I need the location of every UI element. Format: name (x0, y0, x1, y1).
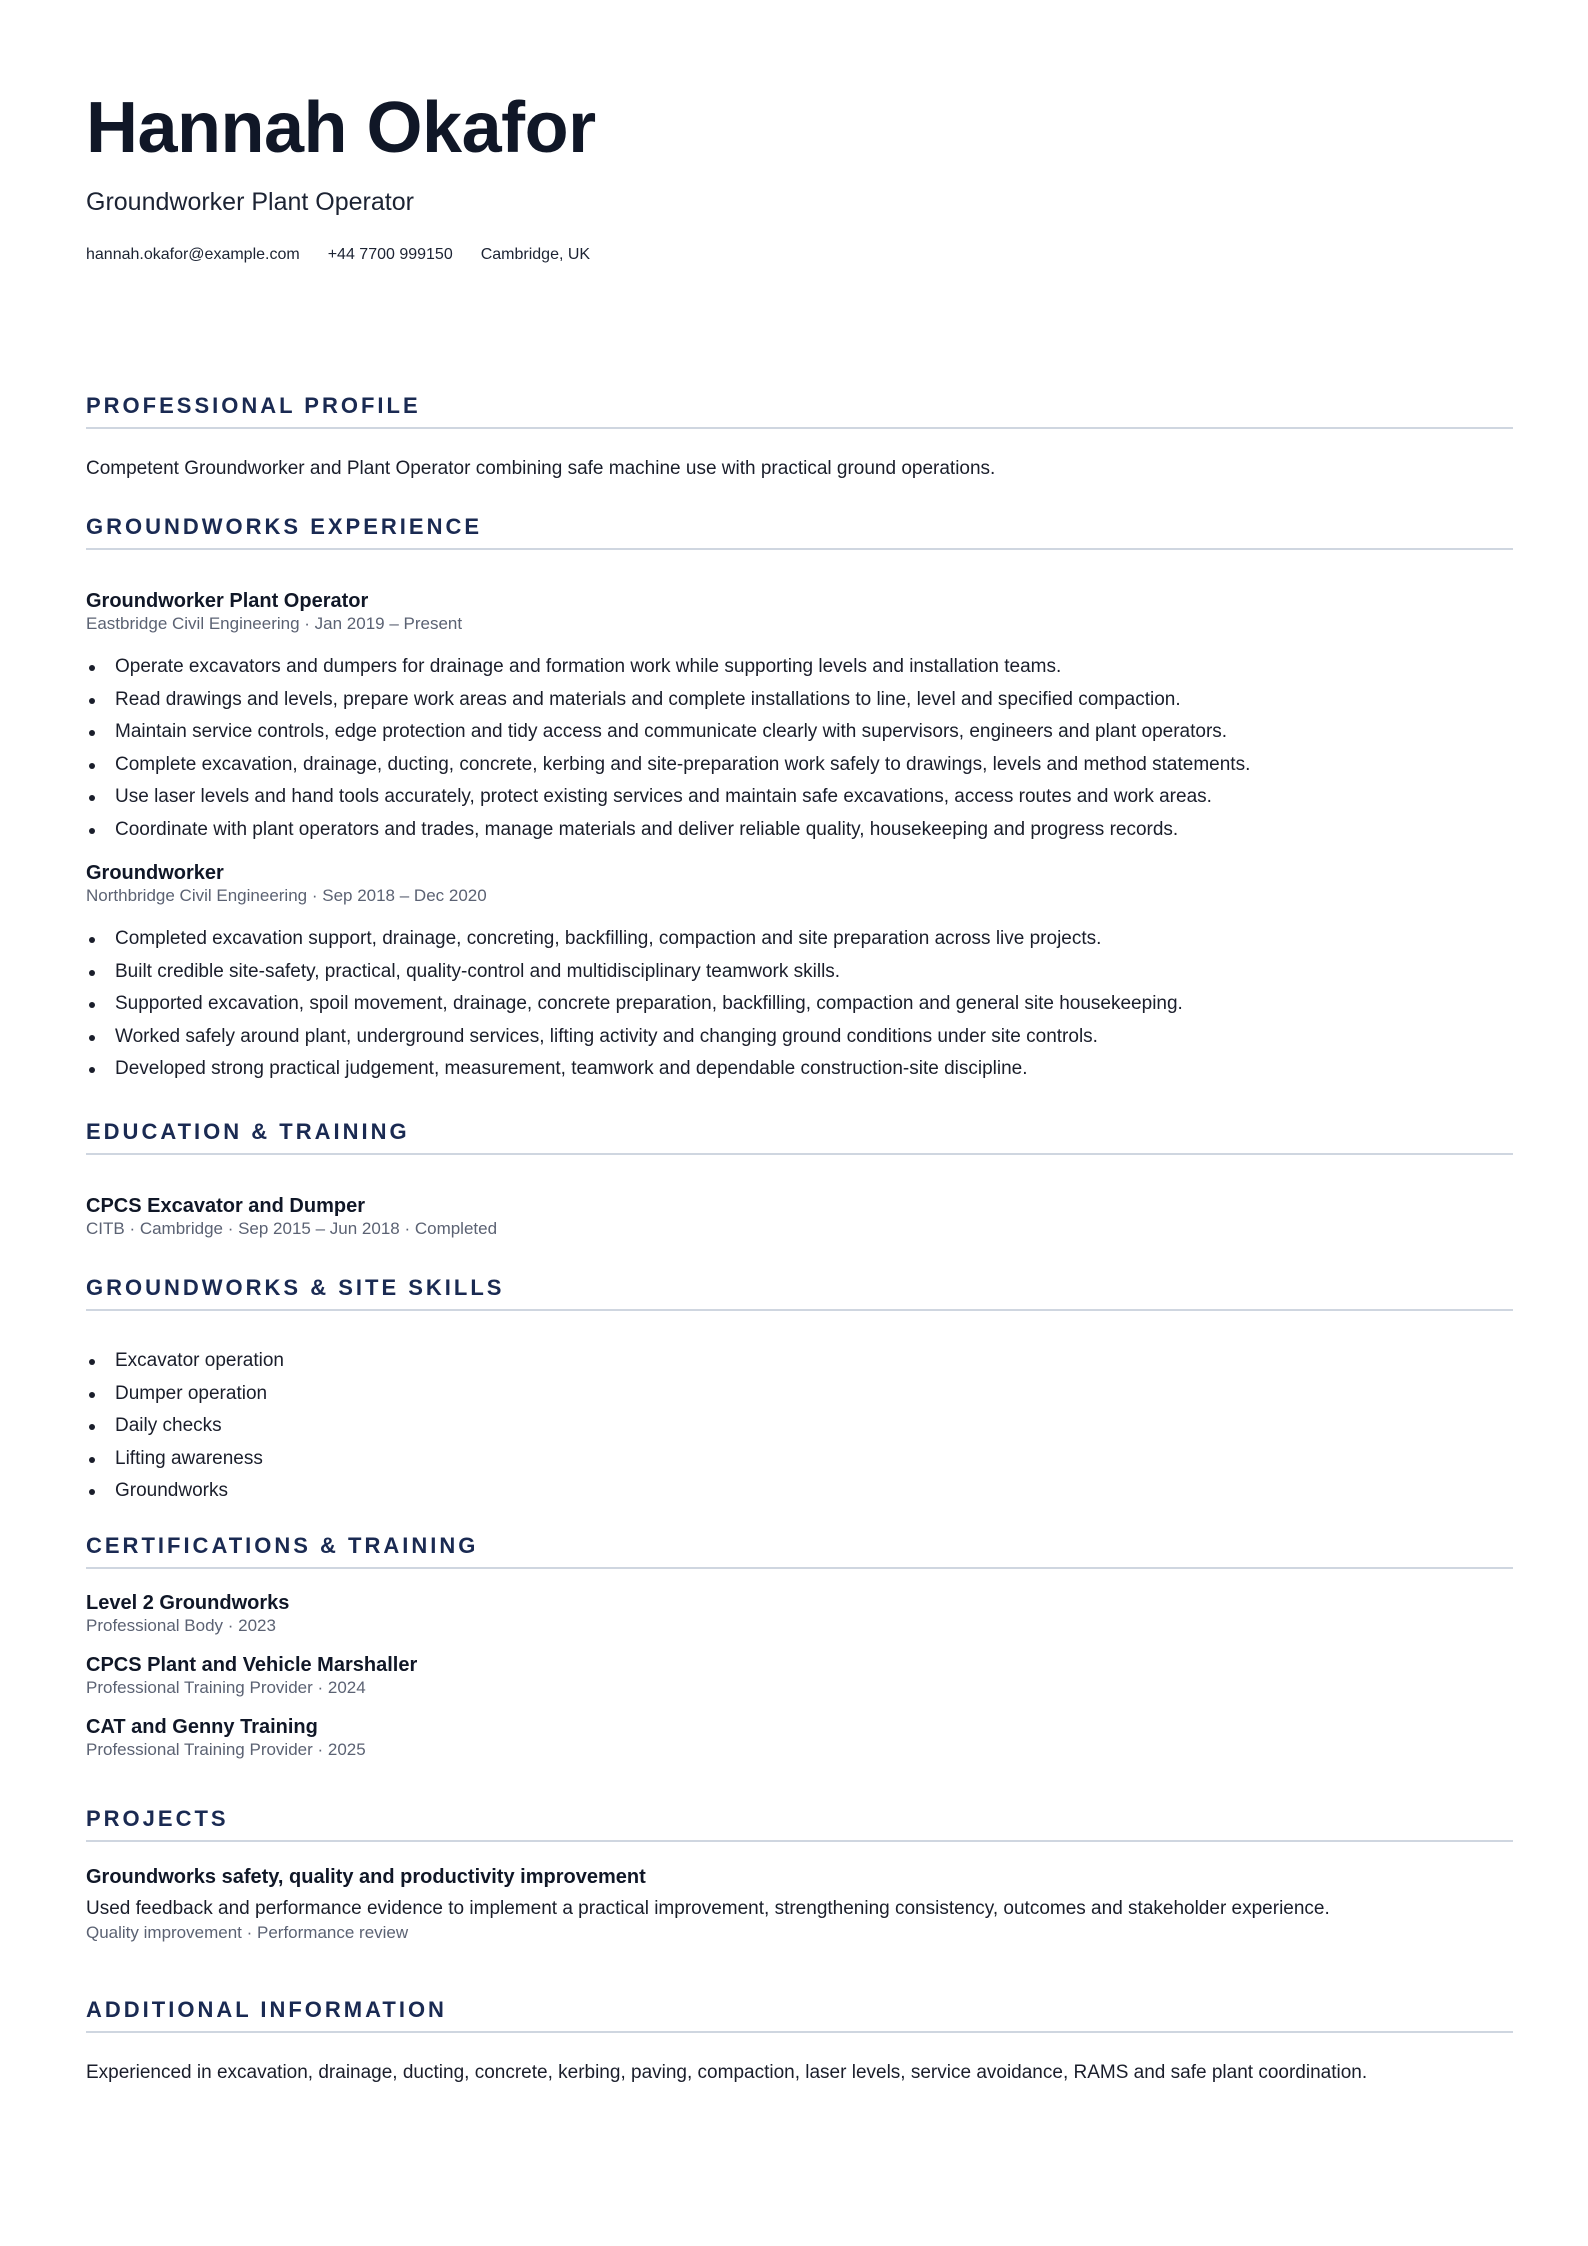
certification-name: CPCS Plant and Vehicle Marshaller (86, 1654, 418, 1677)
section-title: ADDITIONAL INFORMATION (86, 1997, 447, 2022)
certification-entry (86, 1654, 1513, 1699)
section-title: GROUNDWORKS & SITE SKILLS (86, 1275, 505, 1300)
project-tags: Quality improvement · Performance review (86, 1922, 409, 1942)
job-title: Groundworker (86, 862, 224, 885)
section-divider (86, 548, 1513, 550)
project-name: Groundworks safety, quality and productivity improvement (86, 1866, 646, 1888)
certification-meta: Professional Training Provider · 2025 (86, 1740, 366, 1760)
list-item: Excavator operation (115, 1345, 1513, 1378)
list-item: Built credible site-safety, practical, quality-control and multidisciplinary teamwork skills. (115, 956, 1513, 989)
skills-list (86, 1345, 1513, 1508)
list-item: Groundworks (115, 1475, 1513, 1508)
candidate-name: Hannah Okafor (86, 88, 596, 168)
project-description: Used feedback and performance evidence to implement a practical improvement, strengthening consistency, outcomes and stakeholder experience. (86, 1898, 1330, 1919)
certification-entry (86, 1716, 1513, 1761)
section-divider (86, 1309, 1513, 1311)
section-title: GROUNDWORKS EXPERIENCE (86, 514, 483, 539)
list-item: Operate excavators and dumpers for drainage and formation work while supporting levels and installation teams. (115, 651, 1513, 684)
list-item: Coordinate with plant operators and trades, manage materials and deliver reliable quality, housekeeping and progress records. (115, 814, 1513, 847)
section-profile (86, 395, 1513, 482)
job-entry (86, 590, 1513, 846)
profile-text: Competent Groundworker and Plant Operator combining safe machine use with practical ground operations. (86, 458, 996, 479)
job-bullets (86, 923, 1513, 1086)
section-title: PROJECTS (86, 1806, 229, 1831)
list-item: Complete excavation, drainage, ducting, concrete, kerbing and site-preparation work safely to drawings, levels and method statements. (115, 749, 1513, 782)
section-divider (86, 427, 1513, 429)
section-certifications (86, 1535, 1513, 1761)
certification-name: CAT and Genny Training (86, 1716, 318, 1739)
candidate-headline: Groundworker Plant Operator (86, 188, 414, 216)
section-divider (86, 1153, 1513, 1155)
section-skills (86, 1277, 1513, 1508)
list-item: Dumper operation (115, 1378, 1513, 1411)
contact-location: Cambridge, UK (480, 246, 591, 263)
certification-meta: Professional Body · 2023 (86, 1616, 276, 1635)
list-item: Maintain service controls, edge protection and tidy access and communicate clearly with supervisors, engineers and plant operators. (115, 716, 1513, 749)
section-title: EDUCATION & TRAINING (86, 1119, 410, 1144)
section-divider (86, 1840, 1513, 1842)
list-item: Supported excavation, spoil movement, drainage, concrete preparation, backfilling, compaction and general site housekeeping. (115, 988, 1513, 1021)
section-divider (86, 1567, 1513, 1569)
contact-email[interactable]: hannah.okafor@example.com (86, 246, 300, 263)
section-title: CERTIFICATIONS & TRAINING (86, 1533, 479, 1558)
section-title: PROFESSIONAL PROFILE (86, 393, 421, 418)
job-bullets (86, 651, 1513, 846)
section-divider (86, 2031, 1513, 2033)
job-title: Groundworker Plant Operator (86, 590, 369, 612)
section-experience (86, 516, 1513, 1086)
list-item: Worked safely around plant, underground services, lifting activity and changing ground conditions under site controls. (115, 1021, 1513, 1054)
contact-phone[interactable]: +44 7700 999150 (327, 246, 453, 263)
list-item: Use laser levels and hand tools accurately, protect existing services and maintain safe excavations, access routes and work areas. (115, 781, 1513, 814)
additional-text: Experienced in excavation, drainage, ducting, concrete, kerbing, paving, compaction, laser levels, service avoidance, RAMS and safe plant coordination. (86, 2062, 1368, 2083)
education-meta: CITB · Cambridge · Sep 2015 – Jun 2018 · Completed (86, 1219, 498, 1238)
job-entry (86, 862, 1513, 1086)
education-entry (86, 1195, 1513, 1240)
list-item: Developed strong practical judgement, measurement, teamwork and dependable construction-site discipline. (115, 1053, 1513, 1086)
section-projects (86, 1808, 1513, 1944)
list-item: Completed excavation support, drainage, concreting, backfilling, compaction and site preparation across live projects. (115, 923, 1513, 956)
list-item: Daily checks (115, 1410, 1513, 1443)
section-education (86, 1121, 1513, 1240)
education-name: CPCS Excavator and Dumper (86, 1195, 365, 1217)
certification-name: Level 2 Groundworks (86, 1592, 290, 1614)
section-additional (86, 1999, 1513, 2086)
job-meta: Eastbridge Civil Engineering · Jan 2019 – Present (86, 614, 463, 633)
certification-entry (86, 1592, 1513, 1637)
contact-line (86, 247, 618, 263)
list-item: Lifting awareness (115, 1443, 1513, 1476)
certification-meta: Professional Training Provider · 2024 (86, 1678, 366, 1698)
project-entry (86, 1866, 1513, 1944)
list-item: Read drawings and levels, prepare work areas and materials and complete installations to line, level and specified compaction. (115, 684, 1513, 717)
job-meta: Northbridge Civil Engineering · Sep 2018 – Dec 2020 (86, 886, 487, 906)
